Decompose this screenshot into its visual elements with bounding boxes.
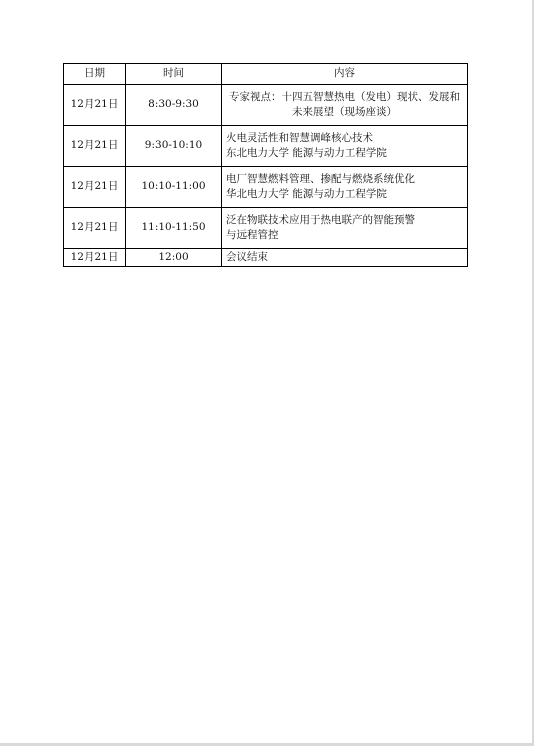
cell-time: 8:30-9:30 <box>126 85 222 126</box>
content-line: 火电灵活性和智慧调峰核心技术 <box>226 131 373 144</box>
cell-date: 12月21日 <box>64 249 126 267</box>
content-line: 未来展望（现场座谈） <box>292 106 397 118</box>
content-line: 华北电力大学 能源与动力工程学院 <box>226 188 387 200</box>
cell-content <box>222 167 468 208</box>
cell-date: 12月21日 <box>64 167 126 208</box>
header-date: 日期 <box>64 64 126 85</box>
cell-content <box>222 126 468 167</box>
cell-time: 10:10-11:00 <box>126 167 222 208</box>
table-row <box>64 85 468 126</box>
header-content: 内容 <box>222 64 468 85</box>
cell-time: 11:10-11:50 <box>126 208 222 249</box>
table-row <box>64 249 468 267</box>
content-line: 泛在物联技术应用于热电联产的智能预警 <box>226 213 415 226</box>
cell-content <box>222 249 468 267</box>
cell-date: 12月21日 <box>64 126 126 167</box>
schedule-table <box>63 63 468 267</box>
table-row <box>64 126 468 167</box>
table-row <box>64 208 468 249</box>
header-time: 时间 <box>126 64 222 85</box>
content-line: 东北电力大学 能源与动力工程学院 <box>226 147 387 159</box>
table-header-row <box>64 64 468 85</box>
cell-time: 12:00 <box>126 249 222 267</box>
content-line: 与远程管控 <box>226 229 279 241</box>
cell-date: 12月21日 <box>64 208 126 249</box>
cell-content <box>222 208 468 249</box>
table-row <box>64 167 468 208</box>
cell-content <box>222 85 468 126</box>
cell-time: 9:30-10:10 <box>126 126 222 167</box>
content-line: 电厂智慧燃料管理、掺配与燃烧系统优化 <box>226 172 415 185</box>
content-line: 会议结束 <box>226 251 268 263</box>
cell-date: 12月21日 <box>64 85 126 126</box>
content-line: 专家视点：十四五智慧热电（发电）现状、发展和 <box>229 90 460 103</box>
